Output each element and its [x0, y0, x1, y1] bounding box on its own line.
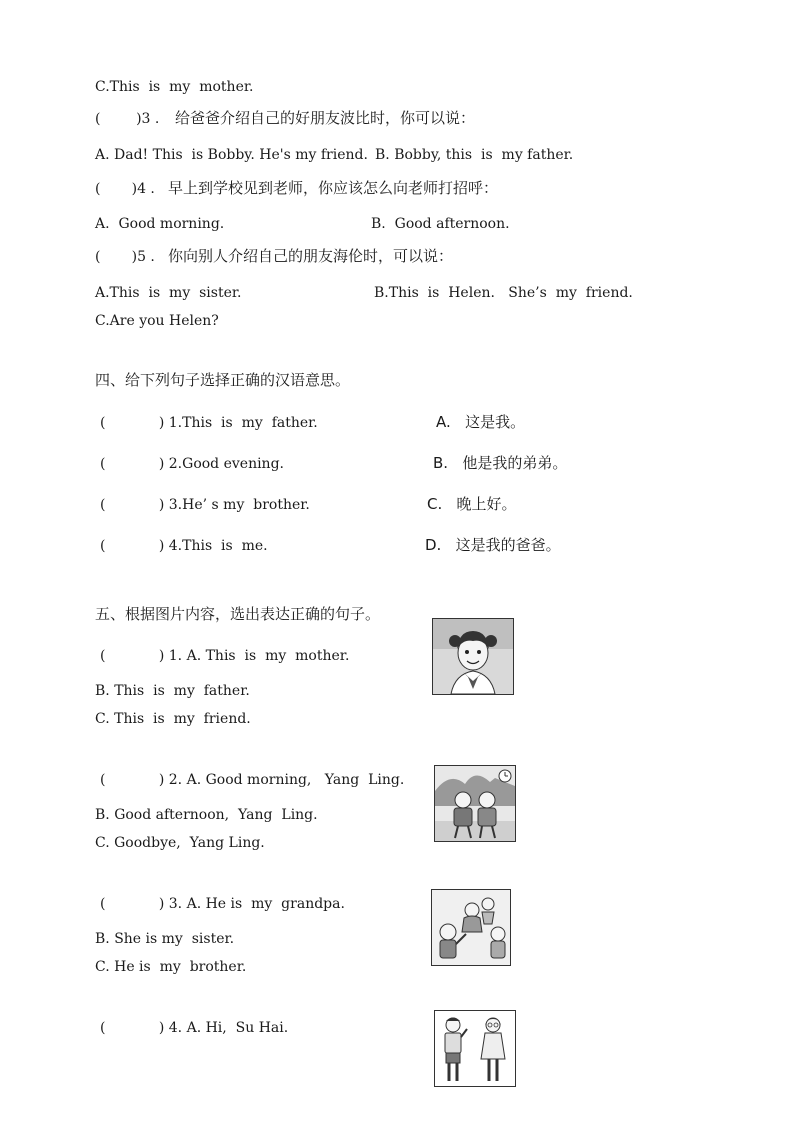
q3-stem: 给爸爸介绍自己的好朋友波比时，你可以说： — [175, 109, 476, 127]
s5-q1-option-b: B. This is my father. — [95, 683, 250, 699]
s5-q3-option-a: ( ) 3. A. He is my grandpa. — [100, 896, 345, 912]
q5-number: ( )5 . — [95, 249, 155, 265]
s5-q2-option-b: B. Good afternoon, Yang Ling. — [95, 807, 318, 823]
s5-q1-option-a: ( ) 1. A. This is my mother. — [100, 648, 350, 664]
s4-choice-b: B. 他是我的弟弟。 — [433, 454, 568, 472]
two-people-picture — [434, 1010, 516, 1087]
s5-q3-option-c: C. He is my brother. — [95, 959, 247, 975]
q4-option-a: A. Good morning. — [95, 216, 225, 232]
s4-choice-a: A. 这是我。 — [436, 413, 526, 431]
s4-choice-d: D. 这是我的爸爸。 — [425, 536, 561, 554]
school-children-picture — [434, 765, 516, 842]
q3-option-a: A. Dad! This is Bobby. He's my friend. — [95, 147, 368, 163]
q5-option-b: B.This is Helen. She’s my friend. — [374, 285, 633, 301]
s4-item-3: ( ) 3.He’ s my brother. — [100, 497, 310, 513]
section-4-heading: 四、给下列句子选择正确的汉语意思。 — [95, 371, 351, 389]
q3-number: ( )3 . — [95, 111, 160, 127]
q5-option-a: A.This is my sister. — [95, 285, 242, 301]
q5-stem: 你向别人介绍自己的朋友海伦时，可以说： — [168, 247, 454, 265]
s5-q2-option-a: ( ) 2. A. Good morning, Yang Ling. — [100, 772, 405, 788]
s4-item-4: ( ) 4.This is me. — [100, 538, 268, 554]
q4-stem: 早上到学校见到老师，你应该怎么向老师打招呼： — [168, 179, 499, 197]
family-picture — [431, 889, 511, 966]
s5-q2-option-c: C. Goodbye, Yang Ling. — [95, 835, 265, 851]
q5-option-c: C.Are you Helen? — [95, 313, 219, 329]
q3-option-b: B. Bobby, this is my father. — [375, 147, 574, 163]
s4-item-2: ( ) 2.Good evening. — [100, 456, 284, 472]
q2-option-c: C.This is my mother. — [95, 79, 254, 95]
section-5-heading: 五、根据图片内容，选出表达正确的句子。 — [95, 605, 381, 623]
q4-number: ( )4 . — [95, 181, 155, 197]
s5-q1-option-c: C. This is my friend. — [95, 711, 251, 727]
s5-q3-option-b: B. She is my sister. — [95, 931, 235, 947]
girl-picture — [432, 618, 514, 695]
q4-option-b: B. Good afternoon. — [371, 216, 510, 232]
s4-item-1: ( ) 1.This is my father. — [100, 415, 318, 431]
s5-q4-option-a: ( ) 4. A. Hi, Su Hai. — [100, 1020, 289, 1036]
s4-choice-c: C. 晚上好。 — [427, 495, 517, 513]
